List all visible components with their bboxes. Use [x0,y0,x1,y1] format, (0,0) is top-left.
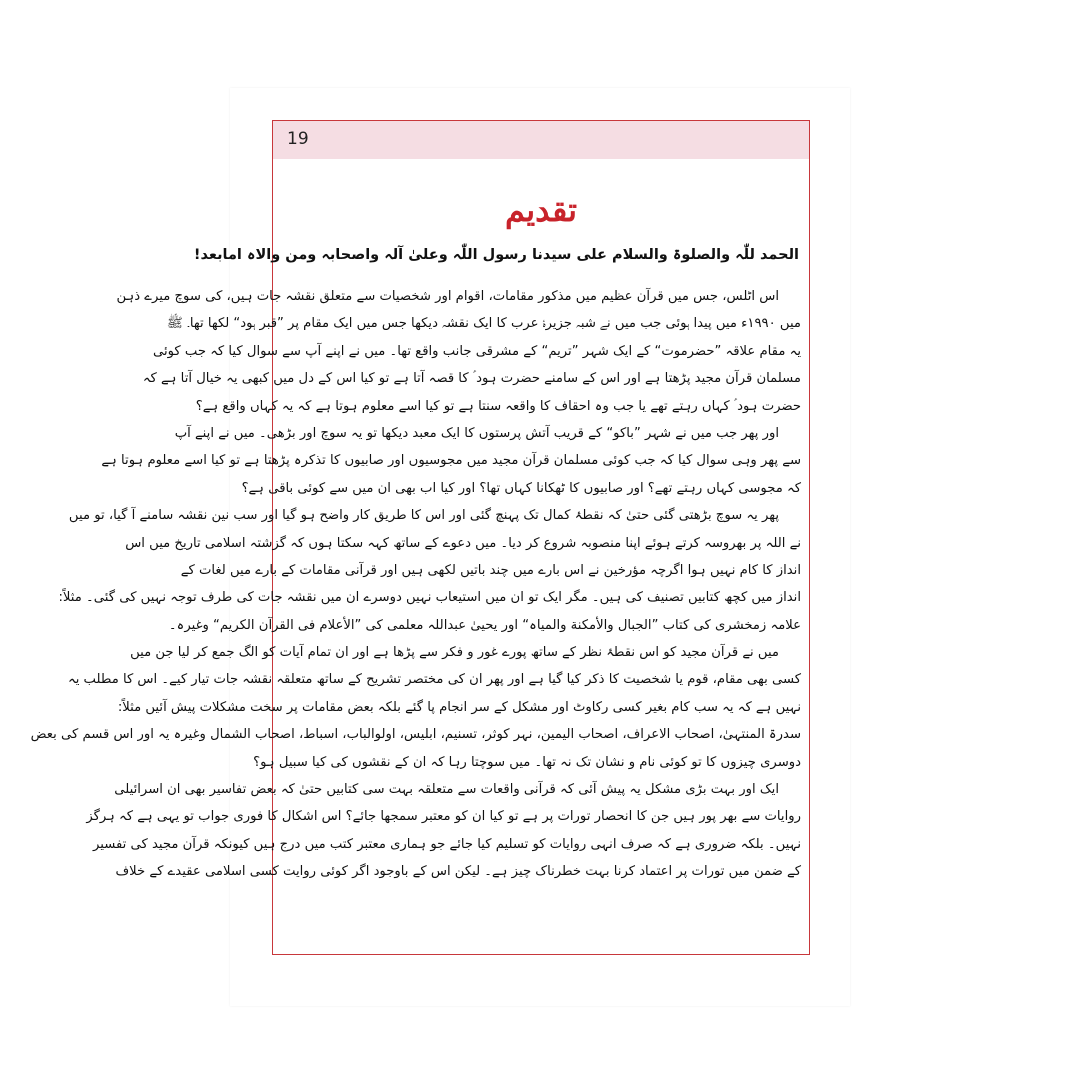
text-line: دوسری چیزوں کا تو کوئی نام و نشان تک نہ تھا۔ میں سوچتا رہا کہ ان کے نقشوں کی کیا سبیل ہو؟ [253,754,801,770]
text-line: مسلمان قرآن مجید پڑھتا ہے اور اس کے سامنے حضرت ہود ؑ کا قصہ آتا ہے تو کیا اس کے دل میں کبھی یہ خیال آتا ہے کہ [142,371,801,387]
page-number: 19 [287,129,309,149]
text-line: ایک اور بہت بڑی مشکل یہ پیش آئی کہ قرآنی واقعات سے متعلقہ بہت سی کتابیں حتیٰ کہ بعض تفاسیر بھی ان اسرائیلی [114,782,779,798]
page-heading: تقدیم [504,191,578,229]
text-line: نہیں ہے کہ یہ سب کام بغیر کسی رکاوٹ اور مشکل کے سر انجام پا گئے بلکہ بعض مقامات پر سخت مشکلات پیش آئیں مثلاً: [117,699,801,715]
header-band [273,121,809,159]
text-line: اور پھر جب میں نے شہر ”باکو“ کے قریب آتش پرستوں کا ایک معبد دیکھا تو یہ سوچ اور بڑھی۔ میں نے اپنے آپ [174,425,779,441]
text-line: میں نے قرآن مجید کو اس نقطۂ نظر کے ساتھ پورے غور و فکر سے پڑھا ہے اور ان تمام آیات کو الگ جمع کر لیا جن میں [130,645,779,661]
text-line: میں ۱۹۹۰ء میں پیدا ہوئی جب میں نے شبہ جزیرۂ عرب کا ایک نقشہ دیکھا جس میں ایک مقام پر ”قبر ہود“ لکھا تھا۔ ﷺ [166,316,801,332]
text-line: یہ مقام علاقہ ”حضرموت“ کے ایک شہر ”تریم“ کے مشرقی جانب واقع تھا۔ میں نے اپنے آپ سے سوال کیا کہ جب کوئی [152,343,801,359]
text-line: کسی بھی مقام، قوم یا شخصیت کا ذکر کیا گیا ہے اور پھر ان کی مختصر تشریح کے ساتھ متعلقہ نقشہ جات تیار کیے۔ اس کا مطلب یہ [67,672,801,688]
text-line: نہیں۔ بلکہ ضروری ہے کہ صرف انہی روایات کو تسلیم کیا جائے جو ہماری معتبر کتب میں درج ہیں کیونکہ قرآن مجید کی تفسیر [92,836,801,852]
text-line: علامہ زمخشری کی کتاب ”الجبال والأمکنة والمیاہ“ اور یحییٰ عبداللہ معلمی کی ”الأعلام فی القرآن الکریم“ وغیرہ۔ [168,617,801,633]
text-line: اس اٹلس، جس میں قرآن عظیم میں مذکور مقامات، اقوام اور شخصیات سے متعلق نقشہ جات ہیں، کی سوچ میرے ذہن [116,289,779,304]
page-frame [30,120,810,955]
text-line: انداز میں کچھ کتابیں تصنیف کی ہیں۔ مگر ایک تو ان میں استیعاب نہیں دوسرے ان میں نقشہ جات کی طرف توجہ نہیں کی گئی۔ مثلاً: [58,590,801,606]
text-line: پھر یہ سوچ بڑھتی گئی حتیٰ کہ نقطۂ کمال تک پہنچ گئی اور اس کا طریق کار واضح ہو گیا اور سب نین نقشہ سامنے آ گیا، تو میں [68,508,779,524]
text-line: حضرت ہود ؑ کہاں رہتے تھے یا جب وہ احقاف کا واقعہ سنتا ہے تو کیا اسے معلوم ہوتا ہے کہ یہ کہاں واقع ہے؟ [195,398,801,414]
text-line: سے پھر وہی سوال کیا کہ جب کوئی مسلمان قرآن مجید میں مجوسیوں اور صابیوں کا تذکرہ پڑھتا ہے تو کیا اسے معلوم ہوتا ہے [101,453,801,469]
invocation-line: الحمد للّٰہ والصلوۃ والسلام علی سیدنا رسول اللّٰہ وعلیٰ آلہ واصحابہ ومن والاہ امابعد! [193,247,799,263]
text-line: سدرۃ المنتہیٰ، اصحاب الاعراف، اصحاب الیمین، نہر کوثر، تسنیم، ابلیس، اولوالباب، اسباط، اصحاب الشمال وغیرہ یہ اور اس قسم کی بعض [30,727,801,743]
text-line: کہ مجوسی کہاں رہتے تھے؟ اور صابیوں کا ٹھکانا کہاں تھا؟ اور کیا اب بھی ان میں سے کوئی باقی ہے؟ [241,480,801,496]
text-line: کے ضمن میں تورات پر اعتماد کرنا بہت خطرناک چیز ہے۔ لیکن اس کے باوجود اگر کوئی روایت کسی اسلامی عقیدے کے خلاف [115,864,801,880]
text-line: روایات سے بھر پور ہیں جن کا انحصار تورات پر ہے تو کیا ان کو معتبر سمجھا جائے؟ اس اشکال کا فوری جواب تو یہی ہے کہ ہرگز [86,809,801,825]
text-line: نے اللہ پر بھروسہ کرتے ہوئے اپنا منصوبہ شروع کر دیا۔ میں دعوے کے ساتھ کہہ سکتا ہوں کہ گزشتہ اسلامی تاریخ میں اس [125,535,801,551]
text-line: انداز کا کام نہیں ہوا اگرچہ مؤرخین نے اس بارے میں چند باتیں لکھی ہیں اور قرآنی مقامات کے بارے میں لغات کے [180,562,801,578]
body-text [30,283,801,886]
